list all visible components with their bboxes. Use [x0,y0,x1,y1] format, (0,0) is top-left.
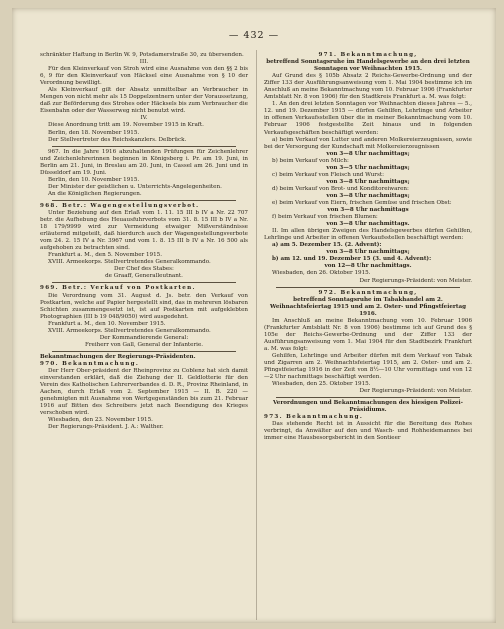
place-date: Frankfurt a. M., den 5. November 1915. [48,252,162,259]
time-range: von 3—8 Uhr nachmittags. [326,221,410,228]
notice-973-heading: 973. Bekanntmachung. [264,414,364,421]
signature: Freiherr von Gall, General der Infanterie. [84,341,204,348]
place-date: Berlin, den 18. November 1915. [48,129,140,136]
notice-970: Der Herr Ober-präsident der Rheinprovinz zu Coblenz hat sich damit einverstanden erklärt, daß die Ziehung der II. Geldlotterie für den Verein des Katholischen Lehrerverbandes d. D. R., Provinz Rheinland, in Aachen, durch Erlaß vom 2. September 1915 — II. B. 220 — genehmigten mit Ausnahme von Wertgegenständen bis zum 21. Februar 1916 auf Bitten des Schreibers jetzt nach Beendigung des Krieges verschoben wird. [40,367,248,417]
divider-rule [52,282,236,283]
paragraph: II. Im allen übrigen Zweigen des Handelsgewerbes dürfen Gehilfen, Lehrlinge und Arbeiter in offenen Verkaufsstellen beschäftigt werden: [264,228,472,242]
notice-968-heading: 968. Betr.: Wagengestellungsverbot. [40,202,200,209]
time-range: von 3—8 Uhr nachmittags; [326,249,410,256]
signature-title: Der Chef des Stabes: [114,266,174,273]
notice-969-heading: 969. Betr.: Verkauf von Postkarten. [40,285,196,292]
organization: XVIII. Armeekorps. Stellvertretendes Generalkommando. [48,259,211,266]
signature: Der Regierungs-Präsident: von Meister. [359,388,472,395]
notice-972-heading: 972. Bekanntmachung, [318,289,418,296]
paragraph: Auf Grund des § 105b Absatz 2 Reichs-Gewerbe-Ordnung und der Ziffer 133 der Ausführungsanweisung vom 1. Mai 1904 bestimme ich im Anschluß an meine Bekanntmachung vom 10. Februar 1906 (Frankfurter Amtsblatt Nr. 8 von 1906) für den Stadtkreis Frankfurt a. M. was folgt: [264,73,472,101]
right-column [264,52,472,443]
notice-967: 967. In die Jahre 1916 abzuhaltenden Prüfungen für Zeichenlehrer und Zeichenlehrerinnen beginnen in Königsberg i. Pr. am 19. Juni, in Berlin am 21. Juni, in Breslau am 20. Juni, in Cassel am 26. Juni und in Düsseldorf am 19. Juni. [40,148,248,176]
signature: de Graaff, Generalleutnant. [105,273,183,280]
section-heading-iv: IV. [140,115,148,122]
list-item: d) beim Verkauf von Brot- und Konditoreiwaren: [272,185,409,192]
column-divider [256,50,257,620]
divider-rule [276,397,460,398]
signature: Der Regierungs-Präsident: von Meister. [359,277,472,284]
time-range: von 3—8 Uhr nachmittags; [326,178,410,185]
paragraph: 1. An den drei letzten Sonntagen vor Weihnachten dieses Jahres — 5., 12. und 19. Dezember 1915 — dürfen Gehilfen, Lehrlinge und Arbeiter in offenen Verkaufsstellen über die in meiner Bekanntmachung vom 10. Februar 1906 festgestellte Zeit hinaus und in folgenden Verkaufsgeschäften beschäftigt werden: [264,101,472,136]
notice-971-subheading: betreffend Sonntagsruhe im Handelsgewerbe an den drei letzten Sonntagen vor Weihnachten 1915. [266,59,470,73]
paragraph: Gehilfen, Lehrlinge und Arbeiter dürfen mit dem Verkauf von Tabak und Zigarren am 2. Weihnachtsfeiertag 1915, am 2. Oster- und am 2. Pfingstfeiertag 1916 in der Zeit von 8½—10 Uhr vormittags und von 12—2 Uhr nachmittags beschäftigt werden. [264,352,472,381]
list-item: b) am 12. und 19. Dezember 15 (3. und 4. Advent): [272,256,432,263]
list-item: a) beim Verkauf von Lutter und anderen Molkereierzeugnissen, sowie bei der Versorgung der Kundschaft mit Molkereierzeugnissen [264,136,472,150]
list-item: e) beim Verkauf von Eiern, frischen Gemüse und frischen Obst: [272,199,452,206]
section-heading-regierung: Bekanntmachungen der Regierungs-Präsidenten. [40,353,196,360]
time-range: von 3—5 Uhr nachmittags; [326,164,410,171]
document-page [12,8,496,623]
signature: Der Stellvertreter des Reichskanzlers. Delbrück. [48,136,187,143]
section-heading-polizei: Verordnungen und Bekanntmachungen des hiesigen Polizei-Präsidiums. [272,400,464,414]
organization: XVIII. Armeekorps. Stellvertretendes Generalkommando. [48,327,211,334]
notice-969: Die Verordnung vom 31. August d. Js. betr. den Verkauf von Postkarten, welche auf Papier hergestellt sind, das in mehreren lösbaren Schichten zusammengesetzt ist, ist auf Postkarten mit aufgeklebten Photographien (III b 19 048/9050) wird ausgedehnt. [40,292,248,320]
paragraph: Als Kleinverkauf gilt der Absatz unmittelbar an Verbraucher in Mengen von nicht mehr als 15 Doppelzentnern unter der Voraussetzung, daß zur Beförderung des Strohes oder Häcksels bis zum Verbraucher die Eisenbahn oder der Wasserweg nicht benutzt wird. [40,87,248,115]
place-date: Berlin, den 10. November 1915. [48,176,140,183]
time-range: von 12—8 Uhr nachmittags. [324,263,412,270]
list-item: a) am 5. Dezember 15. (2. Advent): [272,242,382,249]
divider-rule [52,146,236,147]
list-item: f) beim Verkauf von frischen Blumen: [272,214,378,221]
paragraph: Diese Anordnung tritt am 19. November 1915 in Kraft. [48,122,204,129]
place-date: Wiesbaden, den 25. Oktober 1915. [272,381,371,388]
notice-971-heading: 971. Bekanntmachung, [318,52,418,58]
paragraph: Im Anschluß an meine Bekanntmachung vom 10. Februar 1906 (Frankfurter Amtsblatt Nr. 8 von 1906) bestimme ich auf Grund des § 105e der Reichs-Gewerbe-Ordnung und der Ziffer 133 der Ausführungsanweisung vom 1. Mai 1904 für den Stadtbezirk Frankfurt a. M. was folgt: [264,317,472,352]
divider-rule [52,351,236,352]
list-item: c) beim Verkauf von Fleisch und Wurst: [272,171,384,178]
signature-title: Der Kommandierende General: [99,334,189,341]
left-column [40,52,248,431]
list-item: b) beim Verkauf von Milch: [272,157,349,164]
page-number: — 432 — [228,30,280,41]
signature: Der Regierungs-Präsident. J. A.: Walther. [48,424,164,431]
time-range: von 3—8 Uhr nachmittags; [326,192,410,199]
section-heading-iii: III. [139,59,149,66]
signature: Der Minister der geistlichen u. Unterrichts-Angelegenheiten. [48,183,222,190]
time-range: von 3—8 Uhr nachmittags [327,207,409,214]
divider-rule [52,200,236,201]
notice-973: Das stehende Recht ist in Aussicht für die Bereitung des Rohes verbringt, da Anwälter auf den und Wasch- und Rohheidemannes bei immer eine Hausbesorgsbericht in den Sontieer [264,421,472,442]
paragraph: Für den Kleinverkauf von Stroh wird eine Ausnahme von den §§ 2 bis 6, 9 für den Kleinverkauf von Häcksel eine Ausnahme von § 10 der Verordnung bewilligt. [40,66,248,87]
place-date: Wiesbaden, den 26. Oktober 1915. [272,270,371,277]
notice-972-subheading: betreffend Sonntagsruhe im Tabakhandel am 2. Weihnachtsfeiertag 1915 und am 2. Oster- und Pfingstfeiertag 1916. [270,296,466,317]
place-date: Wiesbaden, den 23. November 1915. [48,417,153,424]
place-date: Frankfurt a. M., den 10. November 1915. [48,320,166,327]
addressee: An die Königlichen Regierungen. [48,190,142,197]
notice-968: Unter Beziehung auf den Erlaß vom 1. 11. 15 III b IV a Nr. 22 707 betr. die Aufhebung des Heuausfuhrverbots vom 31. 8. 15 III b IV a Nr. 18 179/9999 wird zur Vermeidung etwaiger Mißverständnisse erläuternd mitgeteilt, daß hierdurch auch der Wagengestellungsverbote vom 24. 2. 15 IV a Nr. 3967 und vom 1. 8. 15 III b IV a Nr. 16 500 als aufgehoben zu betrachten sind. [40,209,248,252]
continued-text: schränkter Haftung in Berlin W. 9, Potsdamerstraße 30, zu übersenden. [40,52,244,58]
time-range: von 3—8 Uhr nachmittags; [326,150,410,157]
notice-970-heading: 970. Bekanntmachung. [40,360,140,367]
divider-rule [276,287,460,288]
